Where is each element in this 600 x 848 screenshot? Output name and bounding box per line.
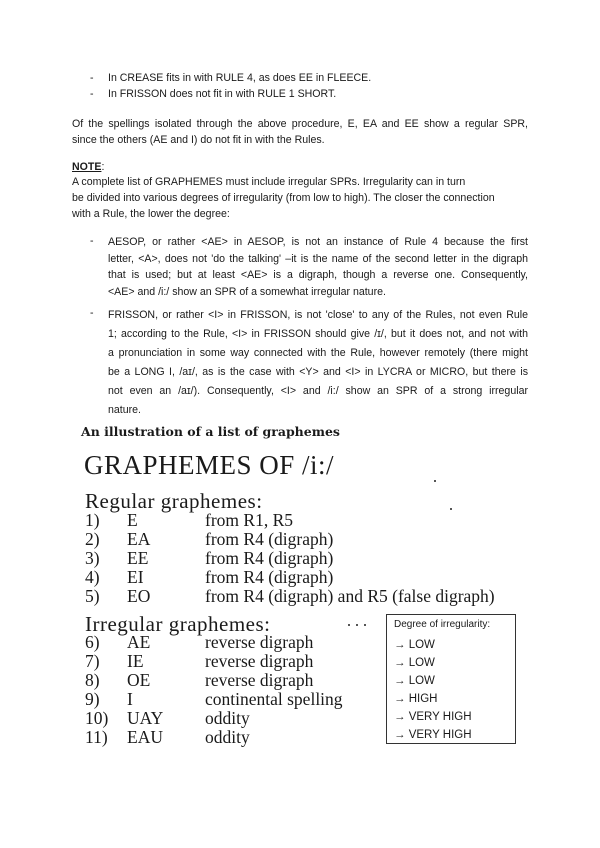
degree-item: → VERY HIGH	[394, 729, 472, 741]
note-bullet-line: be a LONG I, /aɪ/, as is the case with <Y> and <I> in LYCRA or MICRO, but there is	[108, 366, 528, 378]
grapheme-description: reverse digraph	[205, 670, 314, 690]
note-intro-line: with a Rule, the lower the degree:	[72, 208, 230, 220]
grapheme: E	[127, 510, 138, 530]
grapheme: OE	[127, 670, 151, 690]
degree-item: → LOW	[394, 657, 435, 669]
regular-heading: Regular graphemes:	[85, 489, 263, 513]
summary-line: Of the spellings isolated through the above procedure, E, EA and EE show a regular SPR,	[72, 118, 528, 130]
grapheme-number: 3)	[85, 548, 100, 568]
note-bullet-line: letter, <A>, does not 'do the talking' –it is the name of the second letter in the digraph	[108, 252, 528, 265]
scan-speck	[434, 480, 436, 482]
grapheme-description: oddity	[205, 727, 250, 747]
summary-paragraph	[72, 117, 528, 147]
grapheme-number: 4)	[85, 567, 100, 587]
irregular-heading: Irregular graphemes:	[85, 612, 271, 636]
bullet-dash: -	[90, 72, 94, 84]
grapheme-description: oddity	[205, 708, 250, 728]
grapheme: EI	[127, 567, 144, 587]
note-bullet-line: that is used; but at least <AE> is a digraph, though a reverse one. Consequently,	[108, 269, 528, 281]
grapheme-number: 5)	[85, 586, 100, 606]
note-bullet-line: not even an /aɪ/). Consequently, <I> and /i:/ show an SPR of a strong irregular	[108, 385, 528, 397]
note-intro-line: A complete list of GRAPHEMES must include irregular SPRs. Irregularity can in turn	[72, 176, 466, 188]
grapheme-description: reverse digraph	[205, 651, 314, 671]
scan-speck	[348, 624, 350, 626]
grapheme-number: 8)	[85, 670, 100, 690]
note-heading-colon: :	[101, 161, 105, 173]
bullet-dash: -	[90, 307, 94, 319]
grapheme-number: 10)	[85, 708, 109, 728]
grapheme: AE	[127, 632, 151, 652]
note-intro	[72, 175, 512, 221]
note-bullet-frisson	[108, 306, 528, 420]
grapheme: EAU	[127, 727, 163, 747]
note-heading-text: NOTE	[72, 161, 102, 173]
grapheme-description: from R4 (digraph)	[205, 548, 334, 568]
degree-item: → VERY HIGH	[394, 711, 472, 723]
illustration-caption: An illustration of a list of graphemes	[81, 424, 340, 439]
degree-item: → LOW	[394, 675, 435, 687]
grapheme-number: 11)	[85, 727, 108, 747]
grapheme-number: 7)	[85, 651, 100, 671]
grapheme: IE	[127, 651, 144, 671]
grapheme-number: 9)	[85, 689, 100, 709]
scan-speck	[450, 508, 452, 510]
grapheme: EO	[127, 586, 151, 606]
note-bullet-line: a pronunciation in some way connected with the Rule, however remotely (there might	[108, 347, 528, 359]
top-bullet-1: In CREASE fits in with RULE 4, as does EE in FLEECE.	[108, 72, 372, 84]
grapheme: UAY	[127, 708, 164, 728]
top-bullet-2: In FRISSON does not fit in with RULE 1 SHORT.	[108, 88, 337, 100]
grapheme-description: from R1, R5	[205, 510, 293, 530]
note-bullet-line: 1; according to the Rule, <I> in FRISSON should give /ɪ/, but it does not, and not with	[108, 328, 528, 340]
degree-box	[386, 614, 516, 744]
bullet-dash: -	[90, 235, 94, 247]
illustration-title: GRAPHEMES OF /i:/	[84, 450, 335, 480]
grapheme: I	[127, 689, 133, 709]
grapheme-number: 2)	[85, 529, 100, 549]
grapheme-description: from R4 (digraph)	[205, 529, 334, 549]
note-bullet-line: FRISSON, or rather <I> in FRISSON, is not 'close' to any of the Rules, not even Rule	[108, 309, 528, 321]
scan-speck	[364, 624, 366, 626]
note-bullet-aesop	[108, 234, 528, 300]
degree-item: → HIGH	[394, 693, 438, 705]
grapheme-number: 6)	[85, 632, 100, 652]
grapheme-description: reverse digraph	[205, 632, 314, 652]
grapheme: EE	[127, 548, 149, 568]
grapheme-description: from R4 (digraph) and R5 (false digraph)	[205, 586, 495, 606]
bullet-dash: -	[90, 88, 94, 100]
grapheme-number: 1)	[85, 510, 100, 530]
grapheme-description: continental spelling	[205, 689, 343, 709]
note-bullet-line: AESOP, or rather <AE> in AESOP, is not an instance of Rule 4 because the first	[108, 236, 528, 248]
note-heading	[72, 160, 104, 174]
degree-item: → LOW	[394, 639, 435, 651]
summary-line: since the others (AE and I) do not fit in with the Rules.	[72, 134, 325, 146]
note-bullet-line: <AE> and /i:/ show an SPR of a somewhat irregular nature.	[108, 285, 386, 298]
grapheme-description: from R4 (digraph)	[205, 567, 334, 587]
grapheme: EA	[127, 529, 151, 549]
note-intro-line: be divided into various degrees of irregularity (from low to high). The closer the connection	[72, 192, 495, 204]
degree-box-title: Degree of irregularity:	[394, 619, 491, 630]
scan-speck	[356, 624, 358, 626]
note-bullet-line: nature.	[108, 404, 141, 416]
